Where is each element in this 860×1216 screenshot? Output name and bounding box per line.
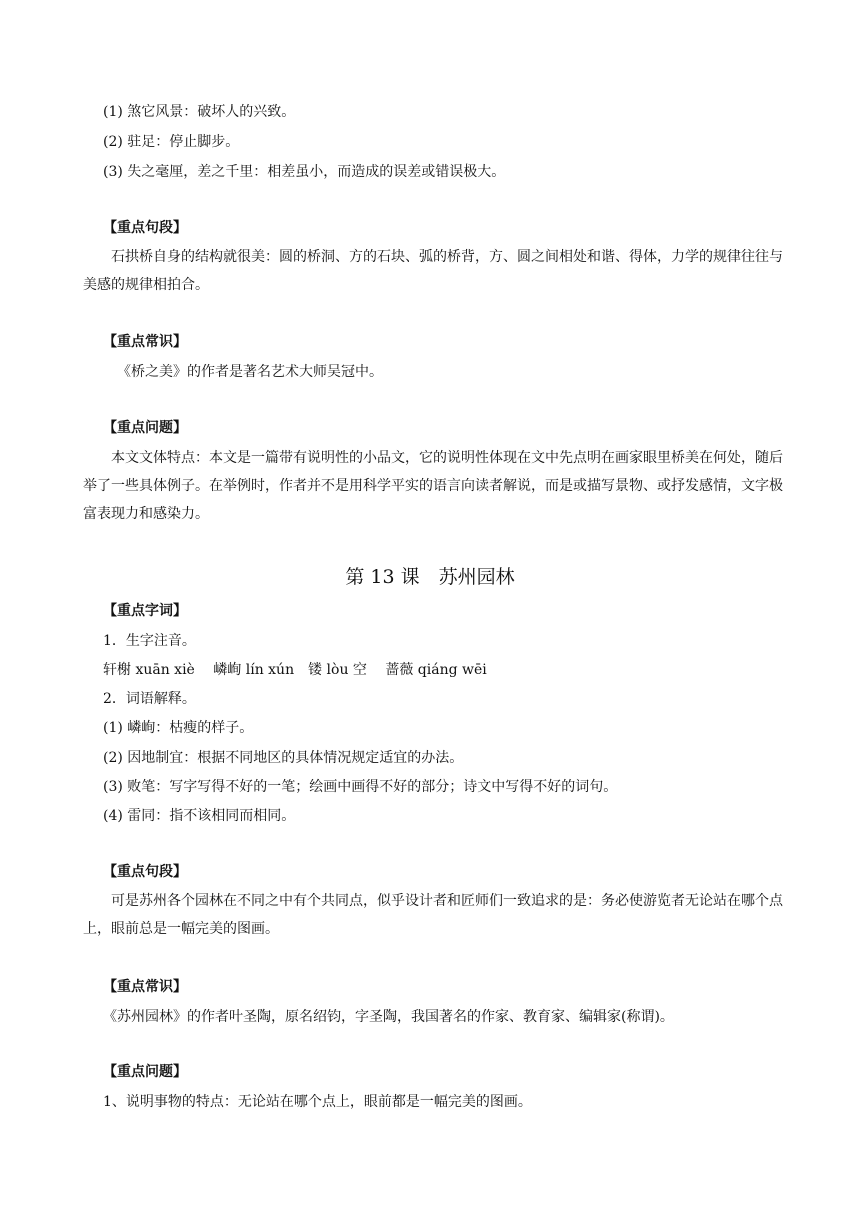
section-heading: 【重点常识】	[103, 979, 187, 995]
definition-item: (1) 煞它风景：破坏人的兴致。	[103, 104, 296, 120]
definition-item: (4) 雷同：指不该相同而相同。	[103, 808, 296, 824]
section-paragraph: 《苏州园林》的作者叶圣陶，原名绍钧，字圣陶，我国著名的作家、教育家、编辑家(称谓)。	[103, 1009, 674, 1025]
section-heading: 【重点问题】	[103, 420, 187, 436]
definition-item: (1) 嶙峋：枯瘦的样子。	[103, 720, 254, 736]
section-paragraph: 石拱桥自身的结构就很美：圆的桥洞、方的石块、弧的桥背，方、圆之间相处和谐、得体，力学的规律往往与美感的规律相拍合。	[83, 249, 783, 293]
section-paragraph: 《桥之美》的作者是著名艺术大师吴冠中。	[117, 364, 383, 380]
definition-item: (3) 失之毫厘，差之千里：相差虽小，而造成的误差或错误极大。	[103, 164, 506, 180]
definition-item: (3) 败笔：写字写得不好的一笔；绘画中画得不好的部分；诗文中写得不好的词句。	[103, 779, 618, 795]
lesson-title: 第 13 课 苏州园林	[345, 566, 515, 588]
section-heading: 【重点句段】	[103, 220, 187, 236]
definition-item: (2) 因地制宜：根据不同地区的具体情况规定适宜的办法。	[103, 750, 464, 766]
section-heading: 【重点常识】	[103, 334, 187, 350]
list-item: 2．词语解释。	[103, 691, 196, 707]
section-heading: 【重点字词】	[103, 603, 187, 619]
section-heading: 【重点问题】	[103, 1064, 187, 1080]
section-paragraph: 1、说明事物的特点：无论站在哪个点上，眼前都是一幅完美的图画。	[103, 1094, 532, 1110]
section-heading: 【重点句段】	[103, 864, 187, 880]
list-item: 1．生字注音。	[103, 633, 196, 649]
section-paragraph: 本文文体特点：本文是一篇带有说明性的小品文，它的说明性体现在文中先点明在画家眼里桥美在何处，随后举了一些具体例子。在举例时，作者并不是用科学平实的语言向读者解说，而是或描写景物、或抒发感情，文字极富表现力和感染力。	[83, 450, 783, 522]
pinyin-line: 轩榭 xuān xiè 嶙峋 lín xún 镂 lòu 空 蔷薇 qiáng wēi	[103, 662, 487, 678]
section-paragraph: 可是苏州各个园林在不同之中有个共同点，似乎设计者和匠师们一致追求的是：务必使游览者无论站在哪个点上，眼前总是一幅完美的图画。	[83, 893, 783, 937]
definition-item: (2) 驻足：停止脚步。	[103, 134, 240, 150]
